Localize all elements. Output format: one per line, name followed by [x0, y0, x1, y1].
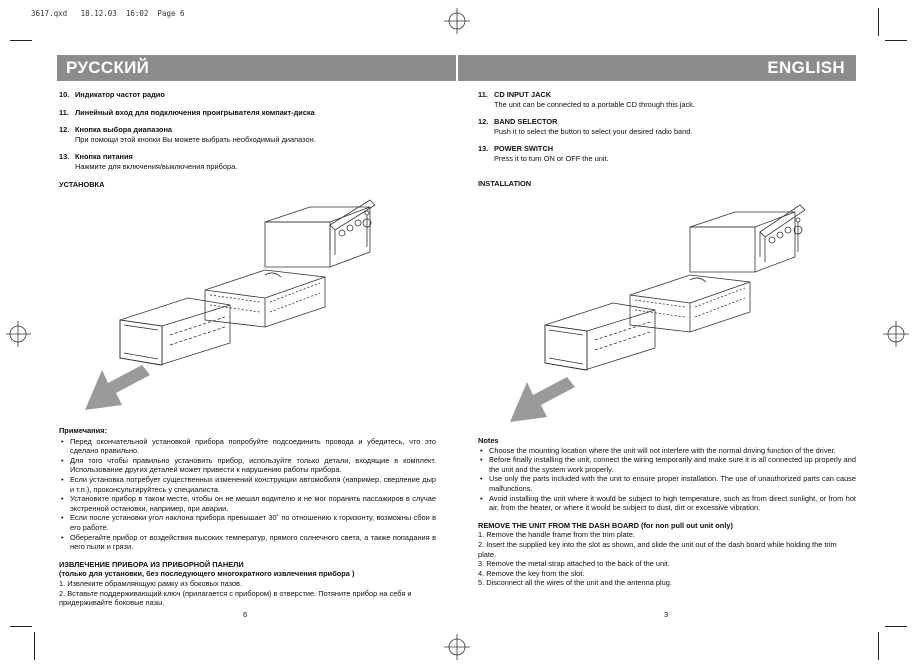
list-item: • Для того чтобы правильно установить прибор, используйте только детали, входящие в комплект. Использование других деталей может привести к нарушению работы прибора. — [61, 455, 436, 475]
list-item — [59, 108, 449, 118]
install-title: INSTALLATION — [478, 178, 532, 188]
installation-diagram-left — [80, 195, 410, 425]
item-number: 10. — [59, 90, 70, 99]
list-item: 5. Disconnect all the wires of the unit and the antenna plug. — [478, 578, 672, 588]
notes-list — [478, 446, 856, 513]
left-notes — [59, 426, 436, 608]
removal-steps — [478, 530, 856, 588]
list-item: • Оберегайте прибор от воздействия высоких температур, прямого солнечного света, а также попадания в него пыли и грязи. — [61, 532, 436, 552]
list-item: 4. Remove the key from the slot. — [478, 568, 585, 578]
item-description: The unit can be connected to a portable CD through this jack. — [494, 99, 695, 109]
arrow-icon — [510, 377, 575, 422]
list-item: • Если после установки угол наклона прибора превышает 30˚ по отношению к горизонту, возможны сбои в его работе. — [61, 513, 436, 532]
item-title: Кнопка питания — [75, 152, 133, 162]
list-item: • Перед окончательной установкой прибора попробуйте подсоединить провода и убедитесь, что это сделано правильно. — [61, 436, 436, 456]
item-description: Нажмите для включения/выключения прибора. — [75, 161, 238, 171]
item-number: 13. — [478, 144, 489, 154]
list-item: 2. Insert the supplied key into the slot as shown, and slide the unit out of the dash board while holding the trim plate. — [478, 539, 837, 559]
page-number-left: 6 — [243, 610, 248, 619]
item-number: 11. — [59, 107, 69, 117]
item-number: 12. — [478, 117, 489, 127]
removal-title: ИЗВЛЕЧЕНИЕ ПРИБОРА ИЗ ПРИБОРНОЙ ПАНЕЛИ — [59, 559, 244, 569]
item-title: BAND SELECTOR — [494, 117, 558, 127]
item-number: 11. — [478, 90, 488, 99]
list-item — [59, 152, 449, 171]
list-item: • Установите прибор в таком месте, чтобы он не мешал водителю и не мог поранить пассажиров в случае экстренной остановки, например, при аварии. — [61, 494, 436, 513]
item-description: Press it to turn ON or OFF the unit. — [494, 153, 609, 163]
item-title: Линейный вход для подключения проигрывателя компакт-диска — [75, 107, 315, 117]
install-title: УСТАНОВКА — [59, 179, 105, 189]
list-item: 1. Remove the handle frame from the trim plate. — [478, 530, 635, 540]
list-item — [59, 125, 449, 144]
notes-list — [59, 437, 436, 552]
list-item: 3. Remove the metal strap attached to the back of the unit. — [478, 559, 670, 569]
item-description: При помощи этой кнопки Вы можете выбрать необходимый диапазон. — [75, 134, 316, 144]
removal-title: REMOVE THE UNIT FROM THE DASH BOARD (for non pull out unit only) — [478, 520, 733, 530]
item-title: Индикатор частот радио — [75, 90, 165, 99]
notes-title: Notes — [478, 436, 499, 445]
item-title: CD INPUT JACK — [494, 90, 552, 99]
language-title-english: ENGLISH — [767, 58, 845, 77]
arrow-icon — [85, 365, 150, 410]
item-description: Push it to select the button to select your desired radio band. — [494, 126, 693, 136]
page-number-right: 3 — [664, 610, 669, 619]
list-item — [59, 90, 449, 100]
list-item: 1. Извлеките обрамляющую рамку из боковых пазов. — [59, 578, 243, 588]
print-slug: 3617.qxd 18.12.03 16:02 Page 6 — [31, 9, 185, 18]
list-item: 2. Вставьте поддерживающий ключ (прилагается с прибором) в отверстие. Потяните прибор на себя и придерживайте боковые пазы. — [59, 588, 412, 608]
list-item — [478, 90, 858, 109]
removal-steps — [59, 579, 436, 608]
list-item: • Before finally installing the unit, connect the wiring temporarily and make sure it is all connected up properly and the unit and the system work properly. — [480, 455, 856, 474]
right-items — [478, 90, 858, 188]
left-items — [59, 90, 449, 189]
list-item: • Avoid installing the unit where it would be subject to high temperature, such as from direct sunlight, or from hot air, from the heater, or where it would be subject to dust, dirt or excessive vibration. — [480, 493, 856, 513]
item-number: 12. — [59, 125, 70, 135]
removal-subtitle: (только для установки, без последующего многократного извлечения прибора ) — [59, 569, 355, 579]
list-item: • Если установка потребует существенных изменений конструкции автомобиля (например, сверление дыр и т.п.), проконсультируйтесь у специалиста. — [61, 474, 436, 494]
language-title-russian: РУССКИЙ — [66, 58, 150, 77]
notes-title: Примечания: — [59, 426, 107, 435]
right-notes — [478, 436, 856, 588]
item-title: Кнопка выбора диапазона — [75, 125, 173, 135]
list-item — [478, 117, 858, 136]
list-item: • Use only the parts included with the unit to ensure proper installation. The use of unauthorized parts can cause malfunctions. — [480, 474, 856, 493]
list-item: • Choose the mounting location where the unit will not interfere with the normal driving function of the driver. — [480, 445, 836, 455]
item-title: POWER SWITCH — [494, 144, 554, 154]
list-item — [478, 144, 858, 163]
installation-diagram-right — [505, 200, 835, 430]
item-number: 13. — [59, 152, 70, 162]
